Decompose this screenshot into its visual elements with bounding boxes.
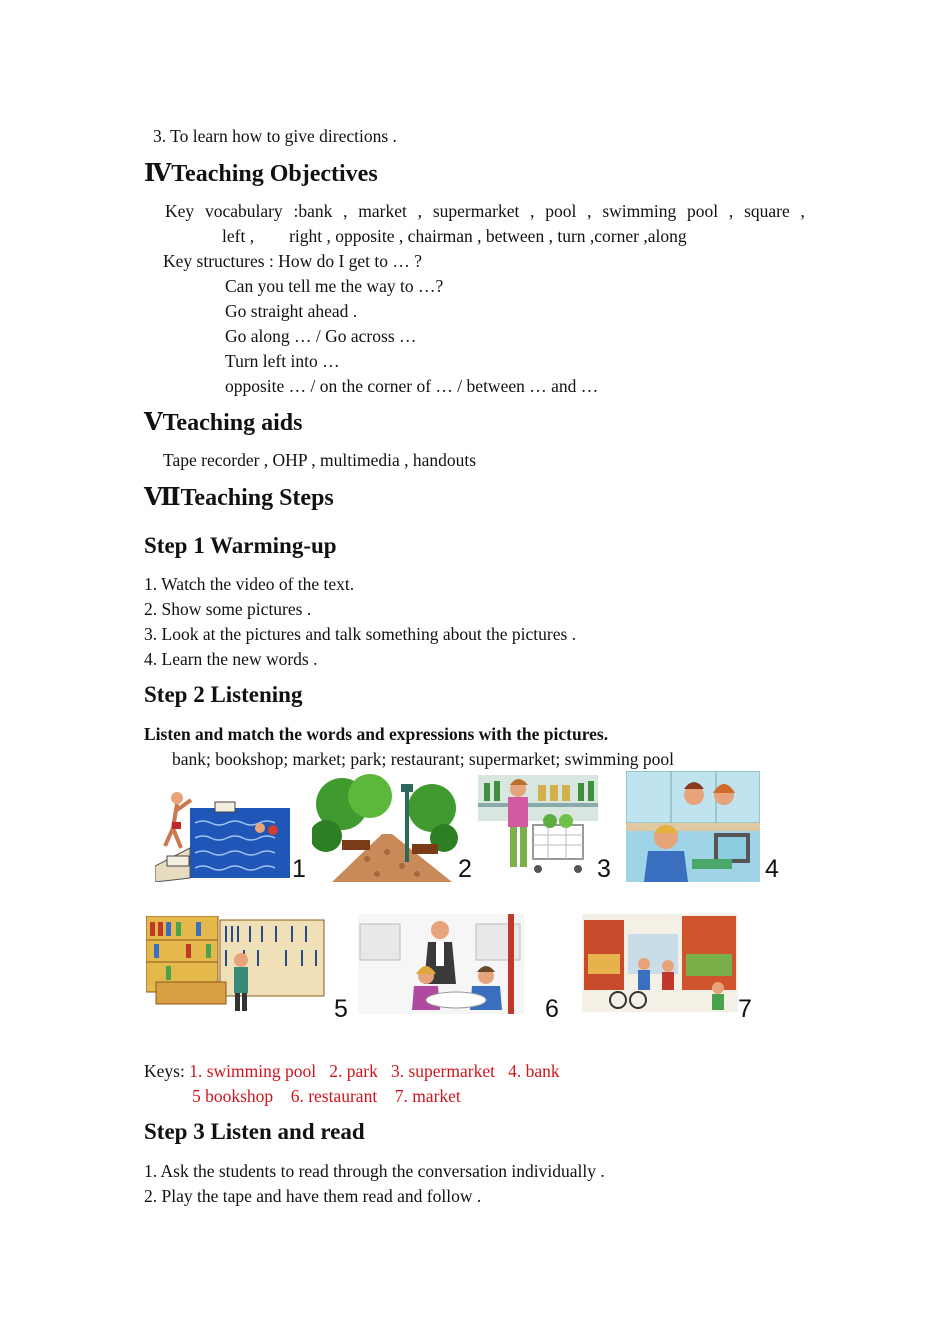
- picture-number: 5: [334, 995, 348, 1023]
- picture-number: 2: [458, 855, 472, 883]
- vocab-word: ,: [800, 201, 805, 221]
- objectives-heading: [144, 158, 378, 188]
- picture-number: 6: [545, 995, 559, 1023]
- vocab-line-2: left , right , opposite , chairman , between , turn ,corner ,along: [222, 226, 687, 246]
- swimming-pool-picture: [155, 778, 290, 882]
- structure-item: Can you tell me the way to …?: [225, 276, 444, 296]
- step1-item: 1. Watch the video of the text.: [144, 574, 355, 594]
- structure-item: Go straight ahead .: [225, 301, 358, 321]
- aids-title: Teaching aids: [162, 410, 303, 436]
- intro-item-3: 3. To learn how to give directions .: [153, 126, 397, 146]
- vocab-word: pool: [687, 201, 719, 221]
- steps-numeral: Ⅶ: [144, 482, 181, 511]
- vocab-word: ,: [587, 201, 592, 221]
- step1-item: 4. Learn the new words .: [144, 649, 318, 669]
- keys-line-1: [144, 1061, 560, 1082]
- vocab-word: ,: [343, 201, 348, 221]
- vocab-line-1: [165, 201, 805, 222]
- objectives-numeral: Ⅳ: [144, 158, 172, 187]
- picture-number: 1: [292, 855, 306, 883]
- aids-numeral: Ⅴ: [144, 407, 163, 436]
- vocab-word: ,: [530, 201, 535, 221]
- bank-picture: [626, 771, 760, 882]
- key-answer: 4. bank: [508, 1061, 560, 1081]
- vocab-word: square: [744, 201, 790, 221]
- steps-heading: [144, 482, 334, 512]
- key-answer: 2. park: [329, 1061, 378, 1081]
- key-answer: 7. market: [394, 1086, 461, 1106]
- step1-item: 3. Look at the pictures and talk something about the pictures .: [144, 624, 577, 644]
- aids-heading: [144, 407, 302, 437]
- structure-item: opposite … / on the corner of … / between … and …: [225, 376, 599, 396]
- step3-title: Step 3 Listen and read: [144, 1119, 365, 1144]
- park-picture: [312, 774, 460, 882]
- bookshop-picture: [146, 916, 326, 1012]
- vocab-word: ,: [417, 201, 423, 221]
- step1-item: 2. Show some pictures .: [144, 599, 312, 619]
- picture-number: 3: [597, 855, 611, 883]
- vocab-word: swimming: [602, 201, 677, 221]
- vocab-word: supermarket: [432, 201, 520, 221]
- structures-label: Key structures : How do I get to … ?: [163, 251, 423, 271]
- steps-title: Teaching Steps: [180, 485, 334, 511]
- key-answer: 3. supermarket: [390, 1061, 495, 1081]
- vocab-word: :bank: [293, 201, 333, 221]
- vocab-word: pool: [545, 201, 577, 221]
- keys-label: Keys:: [144, 1061, 185, 1081]
- step2-instruction: Listen and match the words and expressions with the pictures.: [144, 724, 609, 744]
- key-answer: 6. restaurant: [290, 1086, 378, 1106]
- structure-item: Go along … / Go across …: [225, 326, 417, 346]
- structure-item: Turn left into …: [225, 351, 340, 371]
- key-answer: 5 bookshop: [192, 1086, 274, 1106]
- picture-number: 4: [765, 855, 779, 883]
- vocab-word: market: [358, 201, 407, 221]
- aids-text: Tape recorder , OHP , multimedia , handouts: [163, 450, 477, 470]
- supermarket-picture: [478, 775, 598, 882]
- objectives-title: Teaching Objectives: [171, 161, 378, 187]
- vocab-word: Key: [165, 201, 195, 221]
- step3-item: 2. Play the tape and have them read and follow .: [144, 1186, 482, 1206]
- keys-line-2: [192, 1086, 461, 1107]
- market-picture: [582, 914, 738, 1012]
- restaurant-picture: [358, 914, 524, 1014]
- key-answer: 1. swimming pool: [189, 1061, 317, 1081]
- step2-title: Step 2 Listening: [144, 682, 303, 707]
- vocab-word: vocabulary: [204, 201, 283, 221]
- step1-title: Step 1 Warming-up: [144, 533, 337, 558]
- step3-item: 1. Ask the students to read through the conversation individually .: [144, 1161, 605, 1181]
- vocab-word: ,: [728, 201, 734, 221]
- step2-word-list: bank; bookshop; market; park; restaurant; supermarket; swimming pool: [172, 749, 675, 769]
- picture-number: 7: [738, 995, 752, 1023]
